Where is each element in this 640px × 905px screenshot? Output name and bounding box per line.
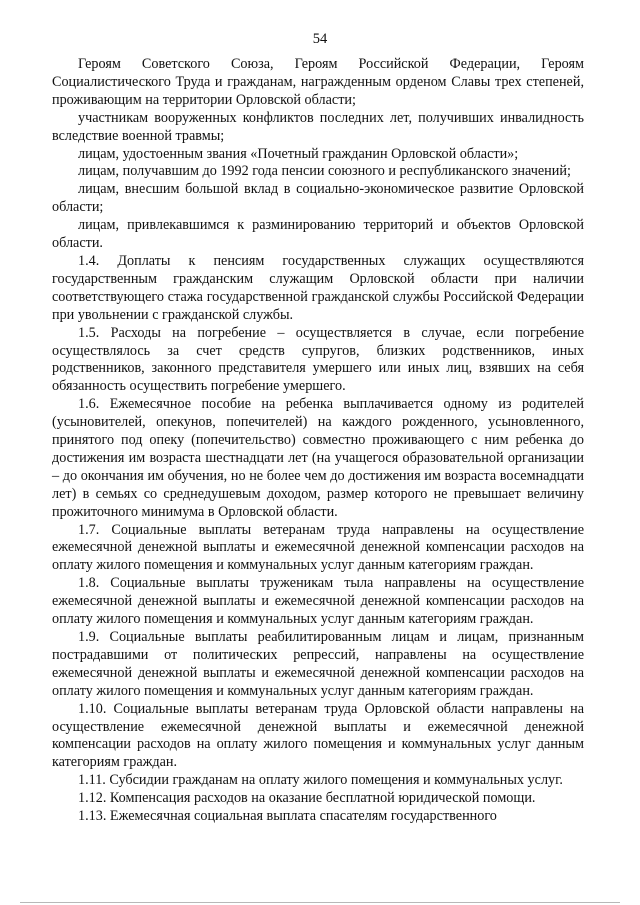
- paragraph-1-8: 1.8. Социальные выплаты труженикам тыла направлены на осуществление ежемесячной денежной выплаты и ежемесячной денежной компенсации расходов на оплату жилого помещения и коммунальных услуг данным категориям граждан.: [52, 575, 584, 628]
- paragraph-1-5: 1.5. Расходы на погребение – осуществляется в случае, если погребение осуществлялось за счет средств супругов, близких родственников, иных родственников, законного представителя умершего или иных лиц, взявших на себя обязанность осуществить погребение умершего.: [52, 324, 584, 395]
- paragraph-1-10: 1.10. Социальные выплаты ветеранам труда Орловской области направлены на осуществление ежемесячной денежной выплаты и ежемесячной денежной компенсации расходов на оплату жилого помещения и коммунальных услуг данным категориям граждан.: [52, 700, 584, 771]
- paragraph-1-9: 1.9. Социальные выплаты реабилитированным лицам и лицам, признанным пострадавшими от политических репрессий, направлены на осуществление ежемесячной денежной выплаты и ежемесячной денежной компенсации расходов на оплату жилого помещения и коммунальных услуг данным категориям граждан.: [52, 629, 584, 699]
- paragraph-1-6: 1.6. Ежемесячное пособие на ребенка выплачивается одному из родителей (усыновителей, опекунов, попечителей) на каждого рожденного, усыновленного, принятого под опеку (попечительство) совместно проживающего с ним ребенка до достижения им возраста шестнадцати лет (на учащегося образовательной организации – до окончания им обучения, но не более чем до достижения им возраста восемнадцати лет) в семьях со среднедушевым доходом, размер которого не превышает величину прожиточного минимума в Орловской области.: [52, 396, 584, 520]
- paragraph-demining: лицам, привлекавшимся к разминированию территорий и объектов Орловской области.: [52, 217, 584, 252]
- paragraph-1-12: 1.12. Компенсация расходов на оказание бесплатной юридической помощи.: [78, 790, 536, 807]
- paragraph-socioeconomic-contribution: лицам, внесшим большой вклад в социально-экономическое развитие Орловской области;: [52, 181, 584, 216]
- paragraph-1-4: 1.4. Доплаты к пенсиям государственных служащих осуществляются государственным гражданским служащим Орловской области при наличии соответствующего стажа государственной гражданской службы Российской Федерации при увольнении с гражданской службы.: [52, 252, 584, 323]
- paragraph-combat-veterans: участникам вооруженных конфликтов последних лет, получивших инвалидность вследствие военной травмы;: [52, 109, 584, 144]
- page-number: 54: [312, 31, 328, 47]
- bottom-divider: [20, 902, 620, 903]
- paragraph-honorary-citizens: лицам, удостоенным звания «Почетный гражданин Орловской области»;: [78, 145, 519, 162]
- paragraph-heroes: Героям Советского Союза, Героям Российской Федерации, Героям Социалистического Труда и гражданам, награжденным орденом Славы трех степеней, проживающим на территории Орловской области;: [52, 56, 584, 108]
- paragraph-pre-1992-pensions: лицам, получавшим до 1992 года пенсии союзного и республиканского значений;: [78, 163, 571, 180]
- paragraph-1-7: 1.7. Социальные выплаты ветеранам труда направлены на осуществление ежемесячной денежной выплаты и ежемесячной денежной компенсации расходов на оплату жилого помещения и коммунальных услуг данным категориям граждан.: [52, 521, 584, 574]
- paragraph-1-11: 1.11. Субсидии гражданам на оплату жилого помещения и коммунальных услуг.: [78, 772, 563, 789]
- paragraph-1-13: 1.13. Ежемесячная социальная выплата спасателям государственного: [78, 808, 497, 825]
